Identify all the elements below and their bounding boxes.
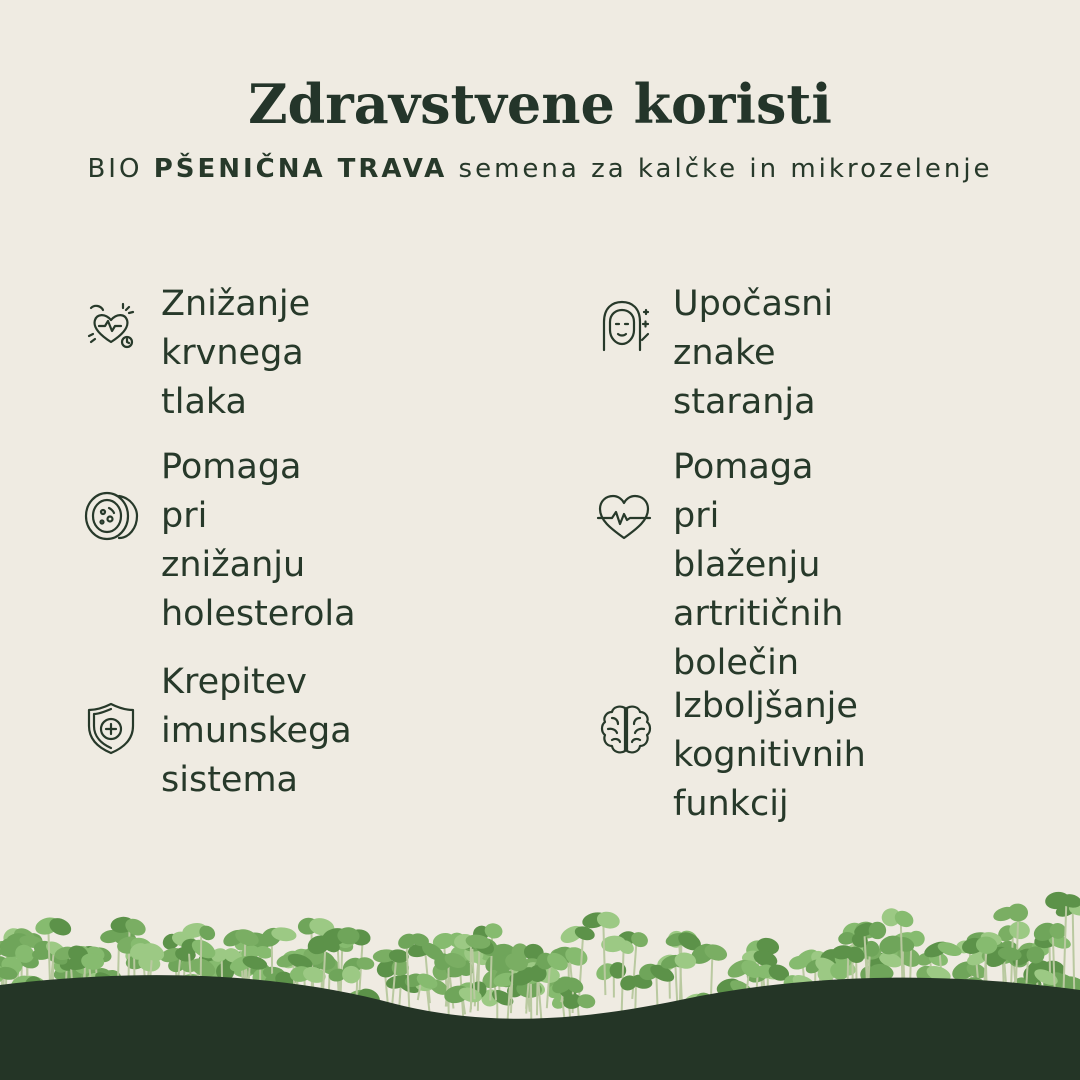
heart-pressure-icon (83, 298, 139, 354)
subtitle-suffix: semena za kalčke in mikrozelenje (447, 154, 993, 184)
benefit-label: Krepitev imunskega sistema (161, 662, 352, 800)
benefit-label: Znižanje krvnega tlaka (161, 284, 311, 422)
subtitle-prefix: BIO (87, 154, 154, 184)
benefit-label: Pomaga pri blaženju artritičnih bolečin (673, 447, 844, 683)
face-aging-icon (596, 298, 652, 354)
benefit-label: Upočasni znake staranja (673, 284, 834, 422)
shield-plus-icon (83, 700, 139, 756)
heartbeat-icon (596, 490, 652, 546)
benefit-label: Pomaga pri znižanju holesterola (161, 447, 356, 634)
subtitle-product: PŠENIČNA TRAVA (153, 154, 448, 184)
cholesterol-icon (83, 488, 139, 544)
benefit-label: Izboljšanje kognitivnih funkcij (673, 686, 866, 824)
brain-icon (598, 702, 654, 758)
page-title: Zdravstvene koristi (248, 72, 832, 136)
page-subtitle (0, 154, 1080, 184)
microgreens-ground-illustration (0, 820, 1080, 1080)
